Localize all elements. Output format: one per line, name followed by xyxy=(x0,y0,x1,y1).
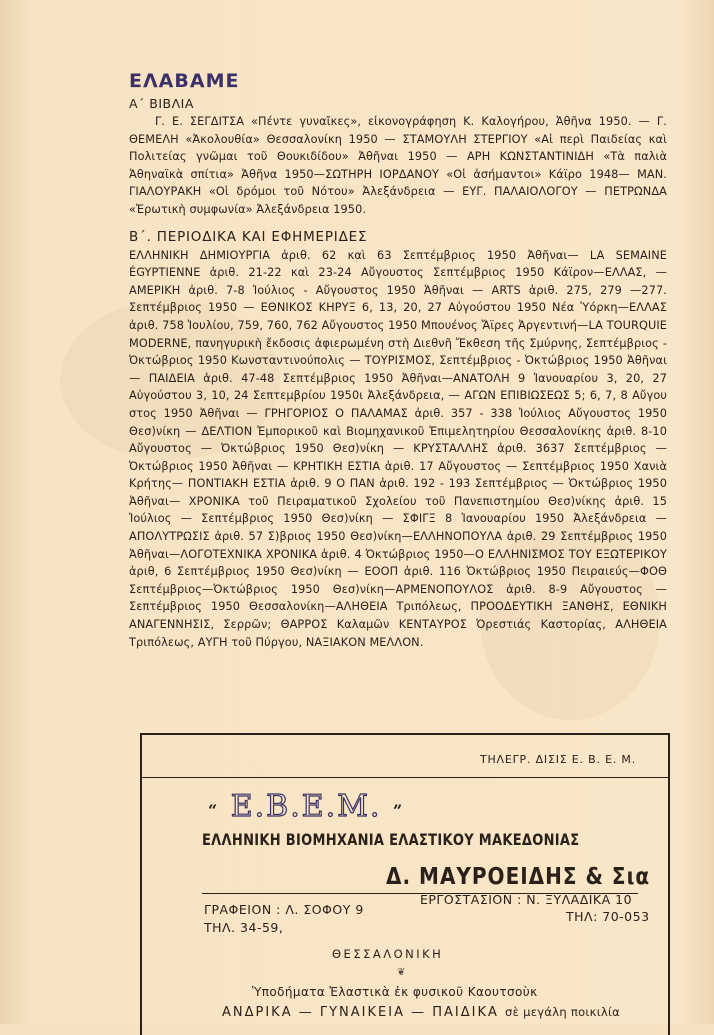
owner-name: Δ. ΜΑΥΡΟΕΙΔΗΣ & Σια xyxy=(386,862,651,890)
categories-tail: σὲ μεγάλη ποικιλία xyxy=(505,1005,621,1019)
periodicals-list: ΕΛΛΗΝΙΚΗ ΔΗΜΙΟΥΡΓΙΑ ἀριθ. 62 καὶ 63 Σεπτέμβριος 1950 Ἀθῆναι— LA SEMAINE ÉGYPTIENNE ἀριθ. 21-22 καὶ 23-24 Αὔγουστος Σεπτέμβριος 1950 Κάϊρον—ΕΛΛΑΣ, —ΑΜΕΡΙΚΗ ἀριθ. 7-8 Ἰούλιος - Αὔγουστος 1950 Ἀθῆναι — ARTS ἀριθ. 275, 279 —277. Σεπτέμβριος 1950 — ΕΘΝΙΚΟΣ ΚΗΡΥΞ 6, 13, 20, 27 Αὐγούστου 1950 Νέα Ὑόρκη—ΕΛΛΑΣ ἀριθ. 758 Ἰουλίου, 759, 760, 762 Αὔγουστος 1950 Μπουένος Ἄϊρες Ἀργεντινή—LA TOURQUIE MODERNE, πανηγυρικὴ ἔκδοσις ἀφιερωμένη στὴ Διεθνῆ Ἔκθεση τῆς Σμύρνης, Σεπτέμβριος - Ὀκτώβριος 1950 Κωνσταντινούπολις — ΤΟΥΡΙΣΜΟΣ, Σεπτέμβριος - Ὀκτώβριος 1950 Ἀθῆναι — ΠΑΙΔΕΙΑ ἀριθ. 47-48 Σεπτέμβριος 1950 Ἀθῆναι—ΑΝΑΤΟΛΗ 9 Ἰανουαρίου 3, 20, 27 Αὐγούστου 3, 10, 24 Σεπτεμβρίου 1950ι Ἀλεξάνδρεια, — ΑΓΩΝ ΕΠΙΒΙΩΣΕΩΣ 5; 6, 7, 8 Αὔγου στος 1950 Ἀθῆναι — ΓΡΗΓΟΡΙΟΣ Ο ΠΑΛΑΜΑΣ ἀριθ. 357 - 338 Ἰούλιος Αὔγουστος 1950 Θεσ)νίκη — ΔΕΛΤΙΟΝ Ἐμπορικοῦ καὶ Βιομηχανικοῦ Ἐπιμελητηρίου Θεσσαλονίκης ἀριθ. 8-10 Αὔγουστος — Ὀκτώβριος 1950 Θεσ)νίκη — ΚΡΥΣΤΑΛΛΗΣ ἀριθ. 3637 Σεπτέμβριος — Ὀκτώβριος 1950 Ἀθῆναι — ΚΡΗΤΙΚΗ ΕΣΤΙΑ ἀριθ. 17 Αὔγουστος — Σεπτέμβριος 1950 Χανιὰ Κρήτης— ΠΟΝΤΙΑΚΗ ΕΣΤΙΑ ἀριθ. 9 Ο ΠΑΝ ἀριθ. 192 - 193 Σεπτέμβριος — Ὀκτώβριος 1950 Ἀθῆναι— ΧΡΟΝΙΚΑ τοῦ Πειραματικοῦ Σχολείου τοῦ Πανεπιστημίου Θεσ)νίκης ἀριθ. 15 Ἰούλιος — Σεπτέμβριος 1950 Θεσ)νίκη — ΣΦΙΓΞ 8 Ἰανουαρίου 1950 Ἀλεξάνδρεια — ΑΠΟΛΥΤΡΩΣΙΣ ἀριθ. 57 Σ)βριος 1950 Θεσ)νίκη—ΕΛΛΗΝΟΠΟΥΛΑ ἀριθ. 29 Σεπτέμβριος 1950 Ἀθῆναι—ΛΟΓΟΤΕΧΝΙΚΑ ΧΡΟΝΙΚΑ ἀριθ. 4 Ὀκτώβριος 1950—Ο ΕΛΛΗΝΙΣΜΟΣ ΤΟΥ ΕΞΩΤΕΡΙΚΟΥ ἀριθ, 6 Σεπτέμβριος 1950 Θεσ)νίκη — ΕΟΟΠ ἀριθ. 116 Ὀκτώβριος 1950 Πειραιεύς—ΦΟΘ Σεπτέμβριος—Ὀκτώβριος 1950 Θεσ)νίκη—ΑΡΜΕΝΟΠΟΥΛΟΣ ἀριθ. 8-9 Αὔγουστος — Σεπτέμβριος 1950 Θεσσαλονίκη—ΑΛΗΘΕΙΑ Τριπόλεως, ΠΡΟΟΔΕΥΤΙΚΗ ΞΑΝΘΗΣ, ΕΘΝΙΚΗ ΑΝΑΓΕΝΝΗΣΙΣ, Σερρῶν; ΘΑΡΡΟΣ Καλαμῶν ΚΕΝΤΑΥΡΟΣ Ὀρεστιάς Καστορίας, ΑΛΗΘΕΙΑ Τριπόλεως, ΑΥΓΗ τοῦ Πύργου, ΝΑΞΙΑΚΟΝ ΜΕΛΛΟΝ. xyxy=(129,248,667,649)
company-logo xyxy=(208,789,404,824)
company-name: ΕΛΛΗΝΙΚΗ ΒΙΟΜΗΧΑΝΙΑ ΕΛΑΣΤΙΚΟΥ ΜΑΚΕΔΟΝΙΑΣ xyxy=(202,831,580,850)
section-heading: ΕΛΑΒΑΜΕ xyxy=(129,70,240,92)
telegraph-address: ΤΗΛΕΓΡ. ΔΙΣΙΣ Ε. Β. Ε. Μ. xyxy=(479,753,636,766)
factory-phone: ΤΗΛ: 70-053 xyxy=(566,909,650,924)
logo-close-quote: ” xyxy=(393,801,405,820)
logo-open-quote: “ xyxy=(208,801,220,820)
office-phone: ΤΗΛ. 34-59, xyxy=(204,920,284,935)
advert-header-band xyxy=(142,735,668,778)
city-name: ΘΕΣΣΑΛΟΝΙΚΗ xyxy=(332,947,444,961)
categories-text: ΑΝΔΡΙΚΑ — ΓΥΝΑΙΚΕΙΑ — ΠΑΙΔΙΚΑ xyxy=(222,1005,499,1020)
product-categories xyxy=(222,1005,620,1020)
ornament-icon: ❦ xyxy=(397,967,406,978)
factory-label: ΕΡΓΟΣΤΑΣΙΟΝ : Ν. ΞΥΛΑΔΙΚΑ 10 xyxy=(420,892,633,907)
advertisement-box xyxy=(140,733,670,1035)
factory-address xyxy=(420,891,650,925)
books-list: Γ. Ε. ΣΕΓΔΙΤΣΑ «Πέντε γυναῖκες», εἰκονογράφηση Κ. Καλογήρου, Ἀθῆνα 1950. — Γ. ΘΕΜΕΛΗ «Ἀκολουθία» Θεσσαλονίκη 1950 — ΣΤΑΜΟΥΛΗ ΣΤΕΡΓΙΟΥ «Αἱ περὶ Παιδείας καὶ Πολιτείας γνῶμαι τοῦ Θουκιδίδου» Ἀθῆναι 1950 — ΑΡΗ ΚΩΝΣΤΑΝΤΙΝΙΔΗ «Τὰ παλιὰ Ἀθηναϊκὰ σπίτια» Ἀθῆνα 1950—ΣΩΤΗΡΗ ΙΟΡΔΑΝΟΥ «Οἱ ἀσήμαντοι» Κάϊρο 1948— ΜΑΝ. ΓΙΑΛΟΥΡΑΚΗ «Οἱ δρόμοι τοῦ Νότου» Ἀλεξάνδρεια — ΕΥΓ. ΠΑΛΑΙΟΛΟΓΟΥ — ΠΕΤΡΩΝΔΑ «Ἐρωτικὴ συμφωνία» Ἀλεξάνδρεια 1950. xyxy=(129,115,667,216)
office-label: ΓΡΑΦΕΙΟΝ : Λ. ΣΟΦΟΥ 9 xyxy=(204,902,364,917)
periodicals-subheading: Β΄. ΠΕΡΙΟΔΙΚΑ ΚΑΙ ΕΦΗΜΕΡΙΔΕΣ xyxy=(129,228,368,245)
books-subheading: Α΄ ΒΙΒΛΙΑ xyxy=(129,96,194,111)
product-description: Ὑποδήματα Ἐλαστικὰ ἐκ φυσικοῦ Καουτσοὺκ xyxy=(252,985,538,999)
logo-letters: E.B.E.M. xyxy=(230,789,382,824)
office-address xyxy=(204,901,364,937)
received-section xyxy=(129,70,667,651)
